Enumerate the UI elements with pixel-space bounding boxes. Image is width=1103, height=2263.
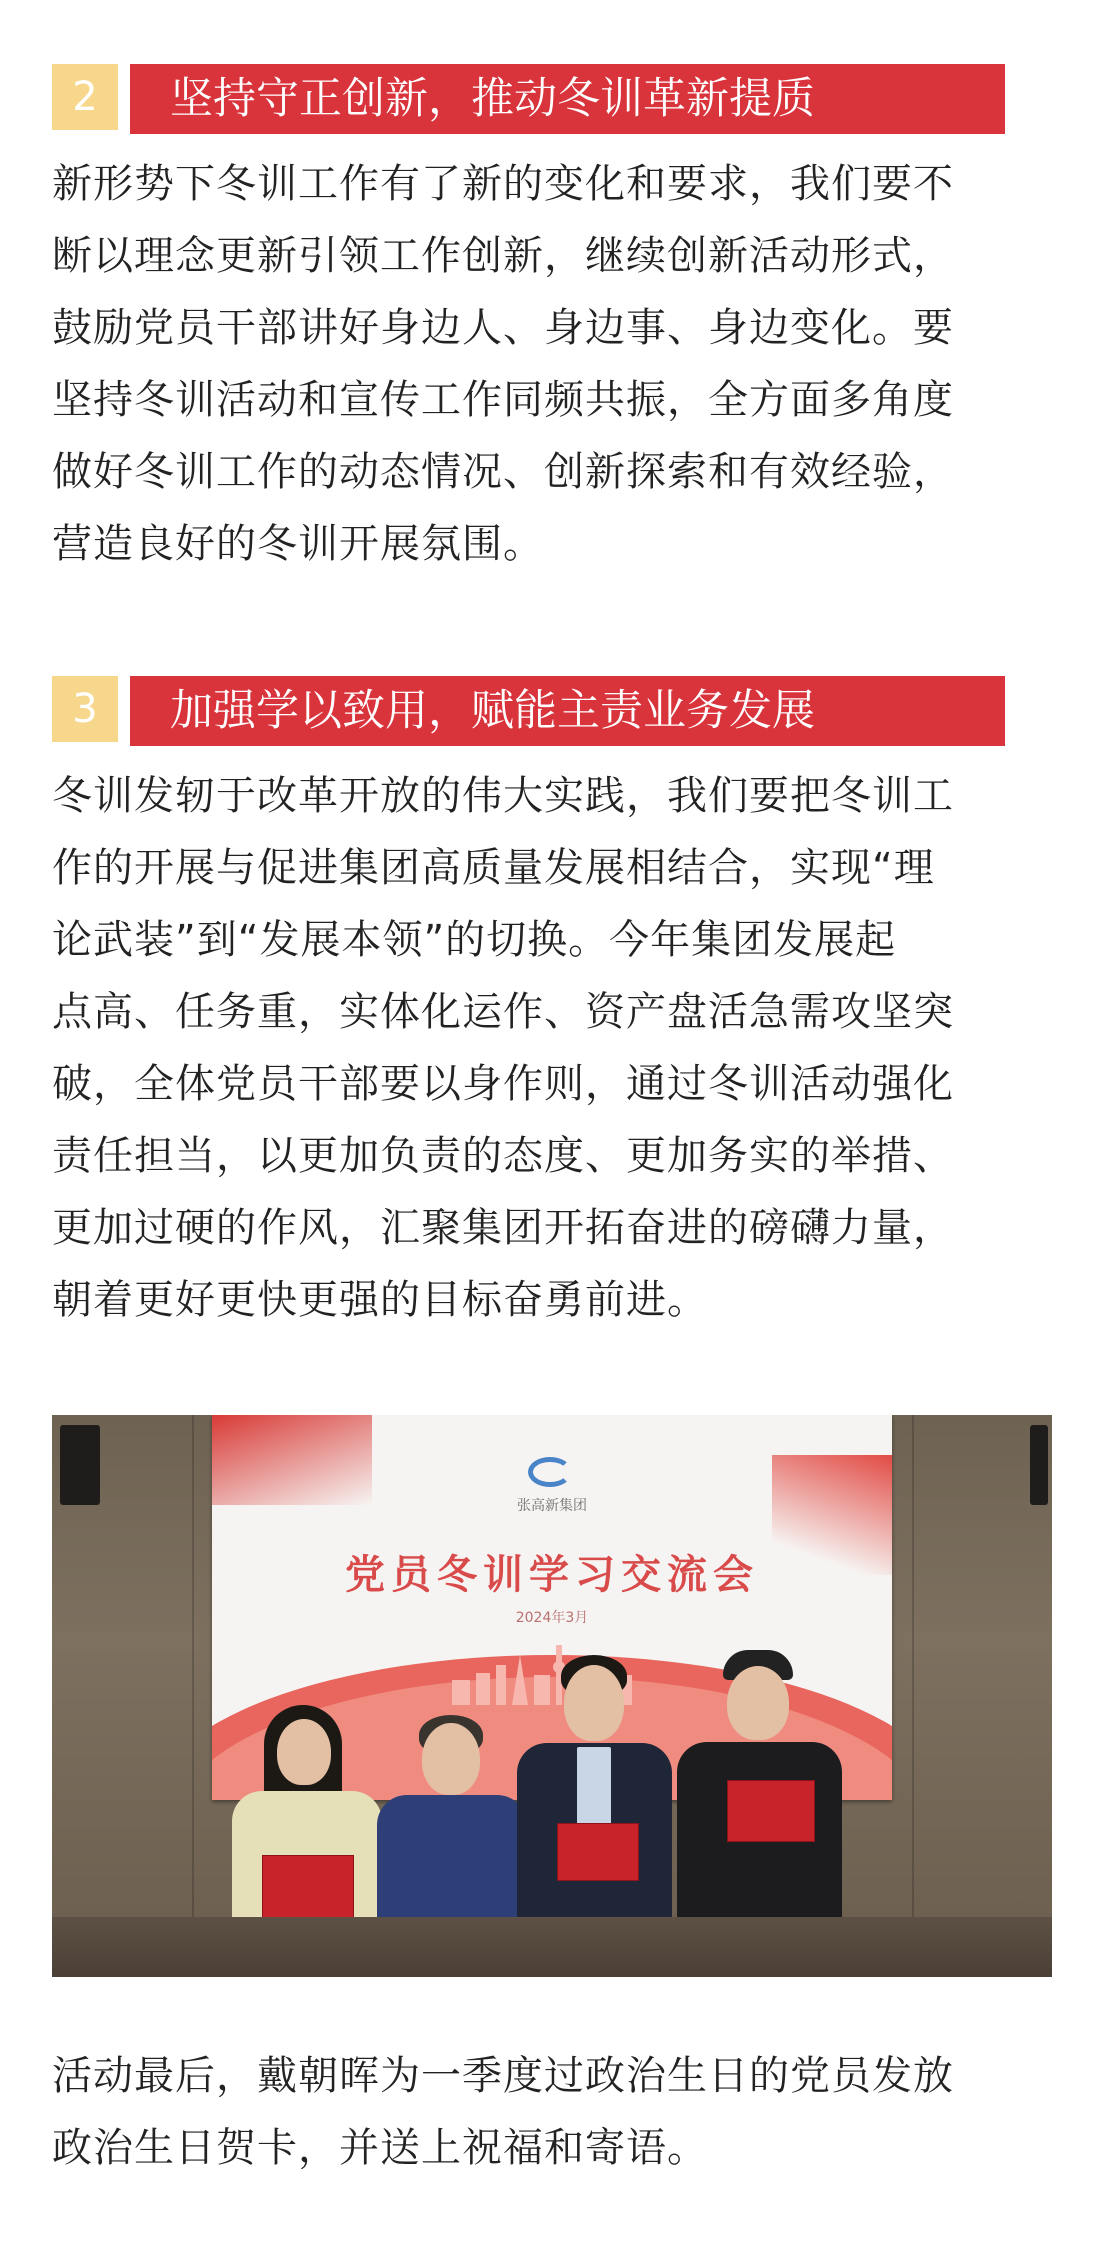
paragraph-line: 责任担当，以更加负责的态度、更加务实的举措、 (52, 1133, 954, 1179)
paragraph-line: 作的开展与促进集团高质量发展相结合，实现“理 (52, 845, 935, 891)
event-photo (52, 1415, 1052, 1977)
paragraph-line: 更加过硬的作风，汇聚集团开拓奋进的磅礴力量， (52, 1205, 954, 1251)
paragraph-line: 冬训发轫于改革开放的伟大实践，我们要把冬训工 (52, 773, 954, 819)
section-title: 坚持守正创新，推动冬训革新提质 (130, 64, 1005, 134)
paragraph-line: 鼓励党员干部讲好身边人、身边事、身边变化。要 (52, 305, 954, 351)
paragraph-line: 活动最后，戴朝晖为一季度过政治生日的党员发放 (52, 2053, 954, 2099)
section-paragraph (52, 148, 1052, 580)
closing-section (52, 2040, 1052, 2184)
closing-paragraph (52, 2040, 1052, 2184)
screen-logo-icon (528, 1457, 572, 1487)
certificate (557, 1823, 639, 1881)
screen-date: 2024年3月 (515, 1610, 589, 1626)
paragraph-line: 坚持冬训活动和宣传工作同频共振，全方面多角度 (52, 377, 954, 423)
paragraph-line: 新形势下冬训工作有了新的变化和要求，我们要不 (52, 161, 954, 207)
section-2 (52, 64, 1052, 580)
paragraph-line: 断以理念更新引领工作创新，继续创新活动形式， (52, 233, 954, 279)
certificate (727, 1780, 815, 1842)
speaker-right (1030, 1425, 1048, 1505)
section-number: 2 (52, 64, 118, 130)
paragraph-line: 营造良好的冬训开展氛围。 (52, 521, 544, 567)
paragraph-line: 点高、任务重，实体化运作、资产盘活急需攻坚突 (52, 989, 954, 1035)
section-paragraph (52, 760, 1052, 1336)
certificate (262, 1855, 354, 1921)
speaker-left (60, 1425, 100, 1505)
paragraph-line: 破，全体党员干部要以身作则，通过冬训活动强化 (52, 1061, 954, 1107)
section-heading (52, 64, 1052, 134)
screen-flag-decoration (212, 1415, 372, 1505)
paragraph-line: 政治生日贺卡，并送上祝福和寄语。 (52, 2125, 708, 2171)
paragraph-line: 做好冬训工作的动态情况、创新探索和有效经验， (52, 449, 954, 495)
wall-panel (912, 1415, 914, 1977)
section-number: 3 (52, 676, 118, 742)
floor (52, 1917, 1052, 1977)
paragraph-line: 论武装”到“发展本领”的切换。今年集团发展起 (52, 917, 897, 963)
paragraph-line: 朝着更好更快更强的目标奋勇前进。 (52, 1277, 708, 1323)
section-heading (52, 676, 1052, 746)
section-3 (52, 676, 1052, 1336)
section-title: 加强学以致用，赋能主责业务发展 (130, 676, 1005, 746)
wall-panel (192, 1415, 194, 1977)
screen-title: 党员冬训学习交流会 (345, 1551, 759, 1598)
screen-org-name: 张高新集团 (517, 1498, 587, 1514)
